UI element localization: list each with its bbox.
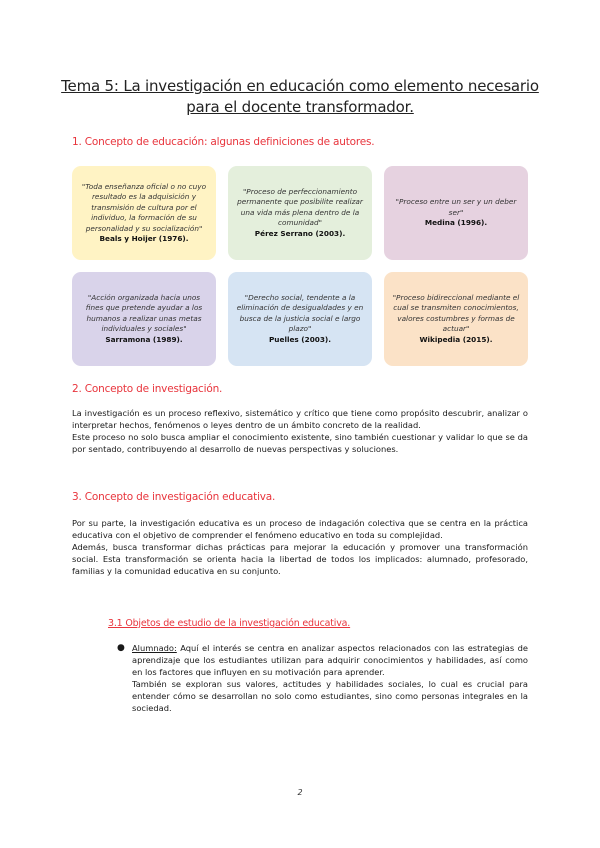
section-3-heading: 3. Concepto de investigación educativa.: [72, 491, 276, 503]
definition-card-2: [228, 166, 372, 260]
card-author: Medina (1996).: [424, 218, 488, 228]
bullet-label: Alumnado:: [132, 643, 177, 653]
card-quote: "Proceso entre un ser y un deber ser": [395, 197, 517, 217]
card-author: Pérez Serrano (2003).: [254, 228, 346, 238]
card-quote: "Proceso bidireccional mediante el cual se transmiten conocimientos, valores costumbres y formas de actuar": [392, 292, 520, 334]
paragraph: Por su parte, la investigación educativa es un proceso de indagación colectiva que se centra en la práctica educativa con el objetivo de comprender el fenómeno educativo en toda su complejidad.: [72, 518, 528, 540]
card-author: Beals y Hoijer (1976).: [99, 234, 189, 243]
definition-card-4: [72, 272, 216, 366]
title-line-2: para el docente transformador.: [186, 98, 414, 116]
section-2-heading: 2. Concepto de investigación.: [72, 383, 223, 395]
definition-card-6: [384, 272, 528, 366]
document-title: [40, 76, 560, 118]
definition-card-1: [72, 166, 216, 260]
section-1-heading: 1. Concepto de educación: algunas definiciones de autores.: [72, 136, 375, 148]
bullet-icon: ●: [117, 643, 125, 653]
card-author: Sarramona (1989).: [105, 334, 183, 344]
definition-card-5: [228, 272, 372, 366]
bullet-text: Aquí el interés se centra en analizar aspectos relacionados con las estrategias de aprendizaje que los estudiantes utilizan para adquirir conocimientos y habilidades, así como en los factores que influyen en su motivación para aprender.: [132, 643, 528, 677]
card-author: Puelles (2003).: [268, 334, 332, 344]
title-line-1: Tema 5: La investigación en educación como elemento necesario: [61, 77, 539, 95]
section-3-body: [72, 518, 528, 578]
paragraph: La investigación es un proceso reflexivo, sistemático y crítico que tiene como propósito descubrir, analizar o interpretar hechos, fenómenos o leyes dentro de un ámbito concreto de la realidad.: [72, 408, 528, 430]
bullet-text-2: También se exploran sus valores, actitudes y habilidades sociales, lo cual es crucial para entender cómo se desarrollan no solo como estudiantes, sino como personas integrales en la sociedad.: [132, 678, 528, 713]
card-quote: "Acción organizada hacia unos fines que pretende ayudar a los humanos a realizar unas metas individuales y sociales": [85, 292, 203, 334]
page-number: 2: [297, 788, 303, 797]
card-quote: "Toda enseñanza oficial o no cuyo resultado es la adquisición y transmisión de cultura por el individuo, la formación de su personalidad y su socialización": [81, 181, 207, 233]
section-2-body: [72, 408, 528, 456]
definition-card-3: [384, 166, 528, 260]
bullet-item-alumnado: [132, 643, 528, 714]
paragraph: Además, busca transformar dichas prácticas para mejorar la educación y promover una transformación social. Esta transformación se orienta hacia la libertad de todos los implicados: alumnado, profesorado, familias y la comunidad educativa en su conjunto.: [72, 541, 528, 576]
paragraph: Este proceso no solo busca ampliar el conocimiento existente, sino también cuestionar y validar lo que se da por sentado, contribuyendo al desarrollo de nuevas perspectivas y soluciones.: [72, 431, 528, 454]
card-quote: "Derecho social, tendente a la eliminación de desigualdades y en busca de la justicia social e largo plazo": [236, 292, 364, 334]
card-quote: "Proceso de perfeccionamiento permanente que posibilite realizar una vida más plena dentro de la comunidad": [237, 186, 363, 228]
card-author: Wikipedia (2015).: [419, 334, 493, 344]
subsection-3-1-heading: 3.1 Objetos de estudio de la investigación educativa.: [108, 618, 351, 629]
